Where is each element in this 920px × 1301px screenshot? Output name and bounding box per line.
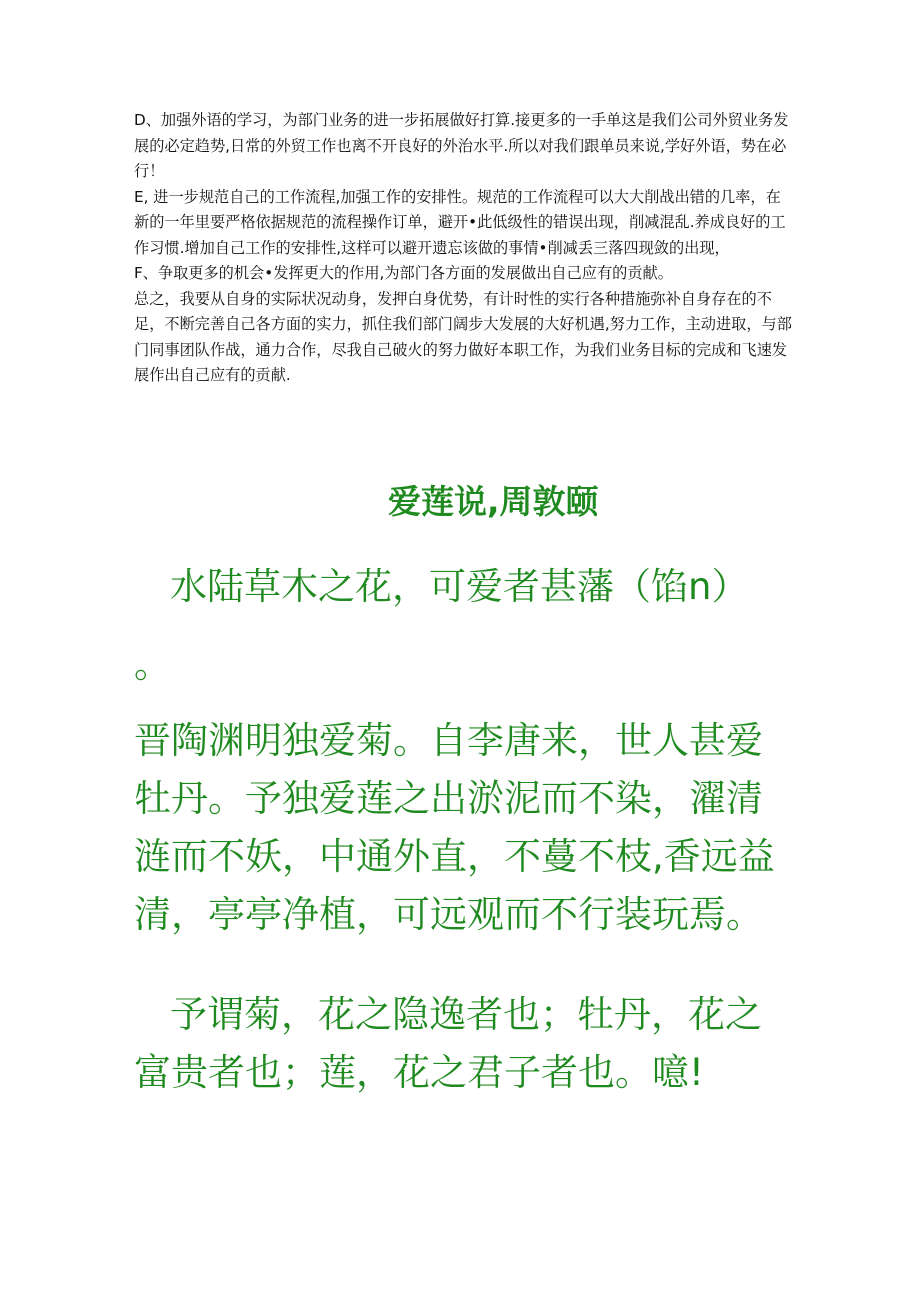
paragraph-f: F、争取更多的机会•发挥更大的作用,为部门各方面的发展做出自己应有的贡献。	[134, 264, 673, 282]
paragraph-e: E, 进一步规范自己的工作流程,加强工作的安排性。规范的工作流程可以大大削战出错的几率，在新的一年里要严格依据规范的流程操作订单，避开•此低级性的错误出现，削减混乱.养成良好的工作习惯.增加自己工作的安排性,这样可以避开遗忘该做的事情•削减丢三落四现敛的出现，	[134, 187, 786, 257]
essay-title: 爱莲说,周敦颐	[388, 482, 599, 521]
poem-paragraph-1-tail: 。	[134, 643, 171, 686]
body-text-section	[134, 108, 794, 389]
paragraph-conclusion: 总之，我要从自身的实际状况动身，发押白身优势，有计时性的实行各种措施弥补自身存在的不足，不断完善自己各方面的实力，抓住我们部门阔步大发展的大好机遇,努力工作，主动进取，与部门同事团队作战，通力合作，尽我自己破火的努力做好本职工作，为我们业务目标的完成和飞速发展作出自己应有的贡献.	[134, 289, 792, 384]
poem-paragraph-3: 予谓菊，花之隐逸者也；牡丹，花之富贵者也；莲，花之君子者也。噫!	[134, 993, 762, 1094]
poem-paragraph-1-main: 水陆草木之花，可爱者甚藩（馅n）	[170, 565, 749, 608]
poem-paragraph-1	[134, 558, 794, 694]
paragraph-d: D、加强外语的学习，为部门业务的进一步拓展做好打算.接更多的一手单这是我们公司外贸业务发展的必定趋势,日常的外贸工作也离不开良好的外治水平.所以对我们跟单员来说,学好外语，势在必行！	[134, 111, 789, 180]
poem-paragraph-2: 晋陶渊明独爱菊。自李唐来，世人甚爱牡丹。予独爱莲之出淤泥而不染，濯清涟而不妖，中通外直，不蔓不枝,香远益清，亭亭净植，可远观而不行装玩焉。	[134, 719, 775, 936]
